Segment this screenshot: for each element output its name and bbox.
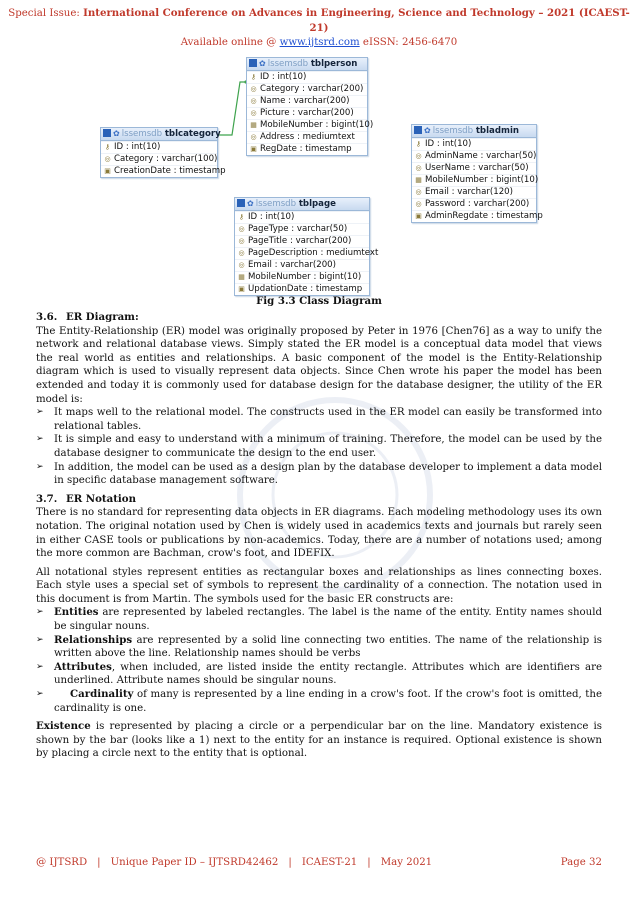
table-tbladmin[interactable] <box>411 124 543 223</box>
checkbox-icon <box>414 126 422 134</box>
column-row: ⚷ ID : int(10) <box>412 138 536 150</box>
column-row: ◎ UserName : varchar(50) <box>412 162 536 174</box>
conference-title: International Conference on Advances in Engineering, Science and Technology – 2021 (ICAEST-21) <box>83 7 630 34</box>
paragraph: The Entity-Relationship (ER) model was originally proposed by Peter in 1976 [Chen76] as a way to unify the network and relational database views. Simply stated the ER model is a conceptual data model that views the real world as entities and relationships. A basic component of the model is the Entity-Relationship diagram which is used to visually represent data objects. Since Chen wrote his paper the model has been extended and today it is commonly used for database design for the database designer, the utility of the ER model is: <box>36 325 602 405</box>
checkbox-icon <box>237 199 245 207</box>
field-icon: ◎ <box>238 225 245 233</box>
column-row: ⚷ ID : int(10) <box>101 141 217 153</box>
gear-icon: ✿ <box>424 126 431 135</box>
field-icon: ◎ <box>238 261 245 269</box>
date-icon: ▣ <box>415 212 422 220</box>
number-icon: ▦ <box>415 176 422 184</box>
column-row: ▦ MobileNumber : bigint(10) <box>247 119 367 131</box>
arrow-bullet-icon: ➢ <box>36 461 44 472</box>
list-item: ➢ Relationships are represented by a solid line connecting two entities. The name of the relationship is written above the line. Relationship names should be verbs <box>36 633 602 660</box>
article-body <box>36 311 602 761</box>
paragraph: There is no standard for representing data objects in ER diagrams. Each modeling methodology uses its own notation. The original notation used by Chen is widely used in academics texts and journals but rarely seen in either CASE tools or publications by non-academics. Today, there are a number of notations used; among the more common are Bachman, crow's foot, and IDEFIX. <box>36 507 602 560</box>
number-icon: ▦ <box>250 121 257 129</box>
arrow-bullet-icon: ➢ <box>36 661 44 672</box>
arrow-bullet-icon: ➢ <box>36 634 44 645</box>
column-row: ◎ PageType : varchar(50) <box>235 223 369 235</box>
column-row: ▦ MobileNumber : bigint(10) <box>235 271 369 283</box>
column-row: ⚷ ID : int(10) <box>235 211 369 223</box>
column-row: ▣ RegDate : timestamp <box>247 143 367 155</box>
list-item: ➢ Cardinality of many is represented by a line ending in a crow's foot. If the crow's foot is omitted, the cardinality is one. <box>36 688 602 714</box>
arrow-bullet-icon: ➢ <box>36 407 44 418</box>
key-icon: ⚷ <box>238 213 245 221</box>
list-item: ➢ It maps well to the relational model. The constructs used in the ER model can easily be transformed into relational tables. <box>36 407 602 432</box>
list-item: ➢ Entities are represented by labeled rectangles. The label is the name of the entity. Entity names should be singular nouns. <box>36 606 602 633</box>
column-row: ◎ Category : varchar(100) <box>101 153 217 165</box>
table-header: ✿ lssemsdb tblcategory <box>101 128 217 141</box>
field-icon: ◎ <box>415 164 422 172</box>
field-icon: ◎ <box>238 237 245 245</box>
section-heading-3-7: 3.7. ER Notation <box>36 492 136 505</box>
gear-icon: ✿ <box>113 129 120 138</box>
column-row: ◎ Name : varchar(200) <box>247 95 367 107</box>
issue-prefix: Special Issue: <box>8 8 84 19</box>
bullet-list <box>36 406 602 488</box>
field-icon: ◎ <box>250 85 257 93</box>
column-row: ▣ CreationDate : timestamp <box>101 165 217 177</box>
page-number: Page 32 <box>560 857 602 868</box>
column-row: ◎ Picture : varchar(200) <box>247 107 367 119</box>
column-row: ◎ AdminName : varchar(50) <box>412 150 536 162</box>
field-icon: ◎ <box>238 249 245 257</box>
checkbox-icon <box>103 129 111 137</box>
list-item: ➢ It is simple and easy to understand with a minimum of training. Therefore, the model can be used by the database designer to communicate the design to the end user. <box>36 434 602 459</box>
list-item: ➢ Attributes, when included, are listed inside the entity rectangle. Attributes which are identifiers are underlined. Attribute names should be singular nouns. <box>36 660 602 687</box>
field-icon: ◎ <box>415 188 422 196</box>
column-row: ◎ PageDescription : mediumtext <box>235 247 369 259</box>
gear-icon: ✿ <box>247 199 254 208</box>
figure-caption: Fig 3.3 Class Diagram <box>256 295 382 307</box>
arrow-bullet-icon: ➢ <box>36 434 44 445</box>
issn: eISSN: 2456-6470 <box>359 37 458 48</box>
key-icon: ⚷ <box>250 73 257 81</box>
field-icon: ◎ <box>104 155 111 163</box>
number-icon: ▦ <box>238 273 245 281</box>
column-row: ▣ AdminRegdate : timestamp <box>412 210 536 222</box>
table-tblcategory[interactable] <box>100 127 226 178</box>
key-icon: ⚷ <box>415 140 422 148</box>
table-header: ✿ lssemsdb tblpage <box>235 198 369 211</box>
column-row: ▦ MobileNumber : bigint(10) <box>412 174 536 186</box>
column-row: ◎ Email : varchar(120) <box>412 186 536 198</box>
key-icon: ⚷ <box>104 143 111 151</box>
date-icon: ▣ <box>250 145 257 153</box>
table-tblperson[interactable] <box>246 57 374 156</box>
paragraph: All notational styles represent entities as rectangular boxes and relationships as lines connecting boxes. Each style uses a special set of symbols to represent the cardinality of a connection. The notation used in this document is from Martin. The symbols used for the basic ER constructs are: <box>36 566 602 605</box>
field-icon: ◎ <box>415 152 422 160</box>
arrow-bullet-icon: ➢ <box>36 689 44 700</box>
table-header: ✿ lssemsdb tblperson <box>247 58 367 71</box>
journal-link[interactable]: www.ijtsrd.com <box>279 37 360 48</box>
date-icon: ▣ <box>238 285 245 293</box>
column-row: ⚷ ID : int(10) <box>247 71 367 83</box>
column-row: ◎ PageTitle : varchar(200) <box>235 235 369 247</box>
date-icon: ▣ <box>104 167 111 175</box>
arrow-bullet-icon: ➢ <box>36 607 44 618</box>
table-tblpage[interactable] <box>234 197 379 296</box>
paragraph: Existence is represented by placing a circle or a perpendicular bar on the line. Mandatory existence is shown by the bar (looks like a 1) next to the entity for an instance is required. Optional existence is shown by placing a circle next to the entity that is optional. <box>36 720 602 760</box>
field-icon: ◎ <box>250 133 257 141</box>
column-row: ◎ Category : varchar(200) <box>247 83 367 95</box>
list-item: ➢ In addition, the model can be used as a design plan by the database developer to implement a data model in specific database management software. <box>36 461 602 487</box>
field-icon: ◎ <box>415 200 422 208</box>
table-header: ✿ lssemsdb tbladmin <box>412 125 536 138</box>
column-row: ◎ Password : varchar(200) <box>412 198 536 210</box>
footer-left: @ IJTSRD | Unique Paper ID – IJTSRD42462 | ICAEST-21 | May 2021 <box>36 857 433 868</box>
column-row: ◎ Email : varchar(200) <box>235 259 369 271</box>
bullet-list <box>36 606 602 715</box>
field-icon: ◎ <box>250 97 257 105</box>
column-row: ◎ Address : mediumtext <box>247 131 367 143</box>
column-row: ▣ UpdationDate : timestamp <box>235 283 369 295</box>
field-icon: ◎ <box>250 109 257 117</box>
checkbox-icon <box>249 59 257 67</box>
available-prefix: Available online @ <box>180 37 280 48</box>
gear-icon: ✿ <box>259 59 266 68</box>
section-heading-3-6: 3.6. ER Diagram: <box>36 311 139 323</box>
page-footer <box>36 857 602 871</box>
